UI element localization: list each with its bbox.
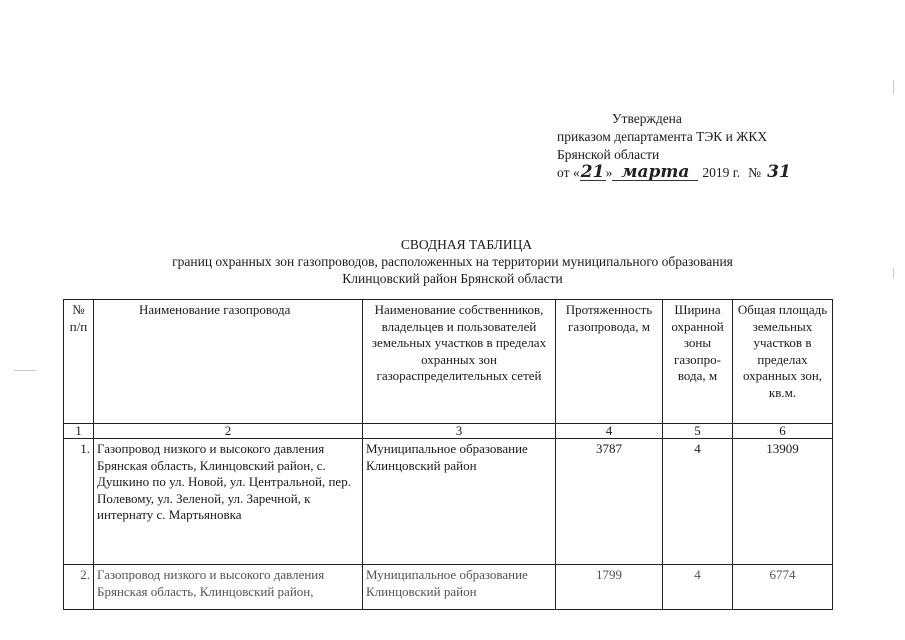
length-cell: 1799 — [556, 565, 663, 610]
owner-cell: Муниципальное образование Клинцовский район — [363, 565, 556, 610]
title-subtitle: границ охранных зон газопроводов, расположенных на территории муниципального образования — [172, 254, 733, 269]
pipeline-cell — [94, 439, 363, 565]
row-number: 2. — [64, 565, 94, 610]
column-number: 4 — [556, 424, 663, 439]
column-number: 5 — [663, 424, 733, 439]
title-district: Клинцовский район Брянской области — [342, 271, 563, 286]
title-main: СВОДНАЯ ТАБЛИЦА — [400, 237, 533, 252]
document-title — [0, 236, 905, 287]
handwritten-month: марта — [612, 164, 698, 181]
header-number: № п/п — [64, 300, 94, 424]
approval-date-line — [557, 164, 797, 182]
page-crop-edge — [0, 612, 905, 640]
header-total-area: Общая площадь земельных участков в пределах охранных зон, кв.м. — [733, 300, 833, 424]
scan-artifact — [893, 268, 894, 278]
header-owners: Наименование собственников, владельцев и пользователей земельных участков в пределах охранных зон газораспределительных сетей — [363, 300, 556, 424]
scan-artifact — [14, 370, 36, 371]
number-prefix: № — [748, 165, 762, 180]
table-row — [64, 565, 833, 610]
pipeline-cell — [94, 565, 363, 610]
approval-stamp — [557, 110, 797, 182]
owner-cell: Муниципальное образование Клинцовский район — [363, 439, 556, 565]
zone-width-cell: 4 — [663, 565, 733, 610]
length-cell: 3787 — [556, 439, 663, 565]
handwritten-number: 31 — [767, 162, 791, 182]
pipeline-route: Брянская область, Клинцовский район, с. Душкино по ул. Новой, ул. Центральной, пер. Полевому, ул. Зеленой, ул. Заречной, к интернату с. Мартьяновка — [97, 457, 351, 522]
summary-table — [63, 299, 833, 610]
column-number: 2 — [94, 424, 363, 439]
pipeline-route: Брянская область, Клинцовский район, — [97, 583, 314, 599]
table-header-row — [64, 300, 833, 424]
row-number: 1. — [64, 439, 94, 565]
column-number: 6 — [733, 424, 833, 439]
approval-heading: Утверждена — [612, 111, 682, 126]
header-length: Протяженность газопровода, м — [556, 300, 663, 424]
approval-order: приказом департамента ТЭК и ЖКХ — [557, 129, 768, 144]
approval-region: Брянской области — [557, 147, 660, 162]
handwritten-day: 21 — [580, 162, 605, 182]
area-cell: 13909 — [733, 439, 833, 565]
date-mid: » — [605, 165, 613, 180]
scan-artifact — [893, 80, 894, 94]
table-row — [64, 439, 833, 565]
area-cell: 6774 — [733, 565, 833, 610]
header-pipeline-name: Наименование газопровода — [94, 300, 363, 424]
zone-width-cell: 4 — [663, 439, 733, 565]
header-zone-width: Ширина охранной зоны газопро-вода, м — [663, 300, 733, 424]
date-prefix: от « — [557, 165, 580, 180]
pipeline-name: Газопровод низкого и высокого давления — [97, 441, 325, 456]
column-number: 1 — [64, 424, 94, 439]
date-year: 2019 г. — [702, 165, 741, 180]
pipeline-name: Газопровод низкого и высокого давления — [97, 567, 325, 582]
column-number: 3 — [363, 424, 556, 439]
column-number-row — [64, 424, 833, 439]
